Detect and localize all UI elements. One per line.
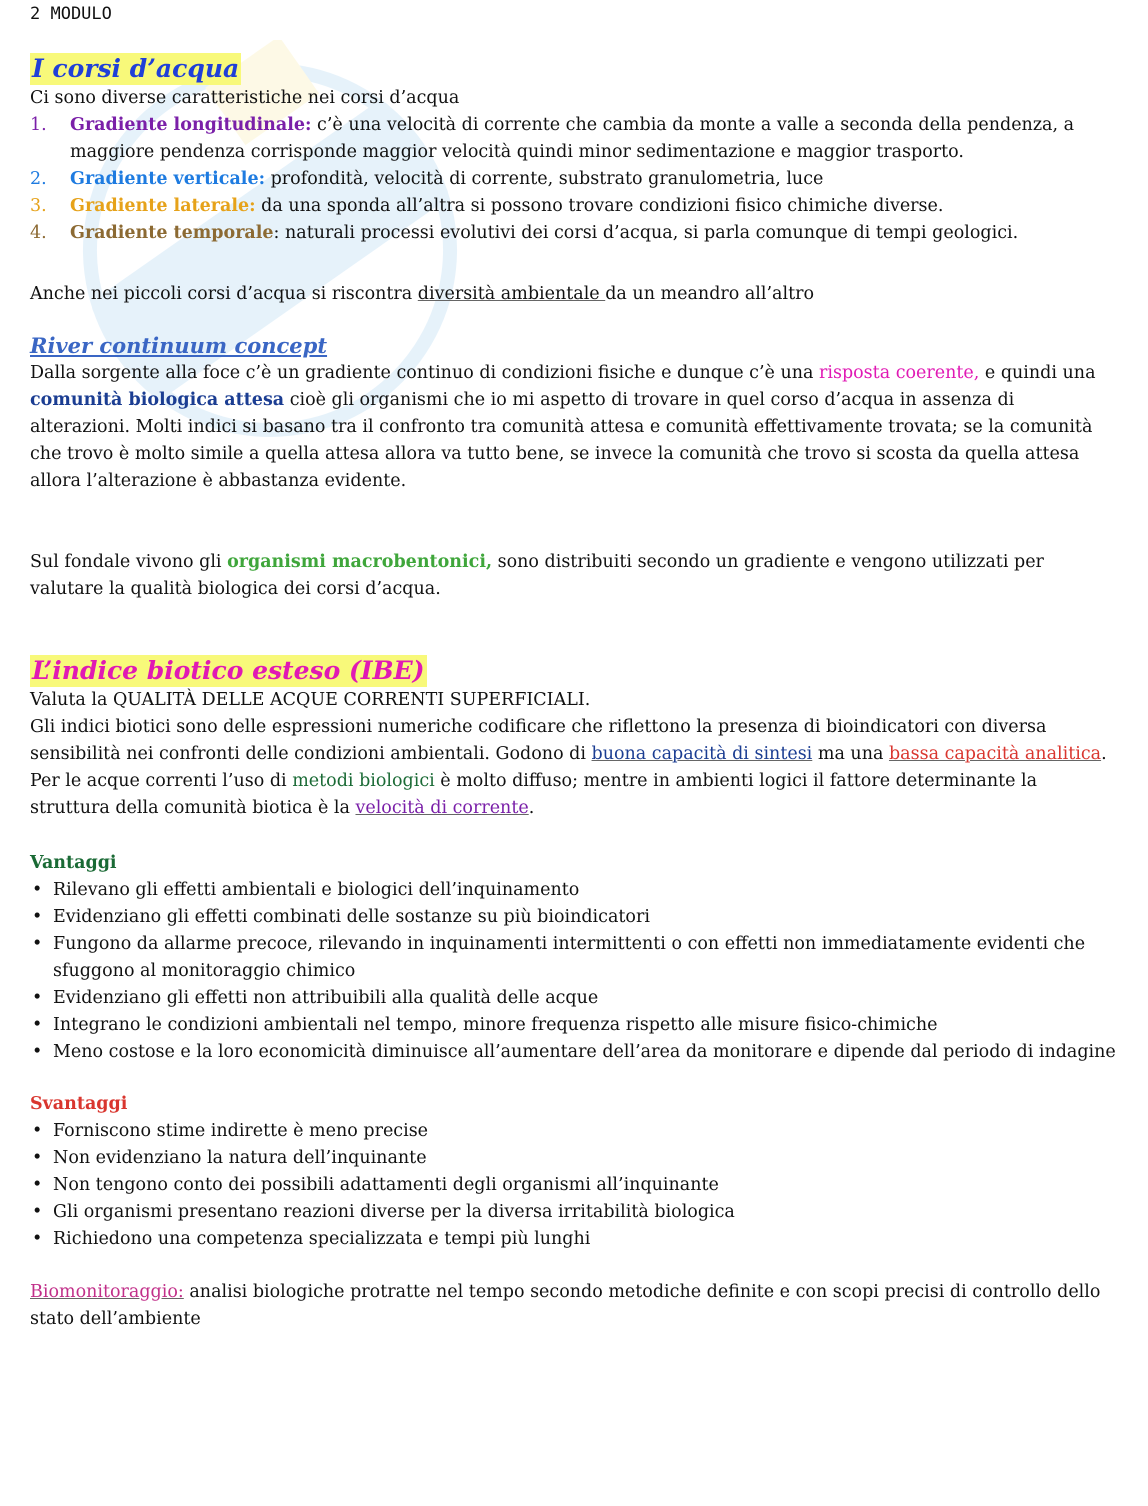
river-title: River continuum concept	[30, 333, 328, 358]
list-item: • Non tengono conto dei possibili adattamenti degli organismi all’inquinante	[30, 1172, 1118, 1199]
list-item: • Integrano le condizioni ambientali nel tempo, minore frequenza rispetto alle misure fisico-chimiche	[30, 1012, 1118, 1039]
list-item: • Meno costose e la loro economicità diminuisce all’aumentare dell’area da monitorare e dipende dal periodo di indagine	[30, 1039, 1118, 1066]
list-item: • Evidenziano gli effetti non attribuibili alla qualità delle acque	[30, 985, 1118, 1012]
list-item: 2. Gradiente verticale: profondità, velocità di corrente, substrato granulometria, luce	[30, 169, 824, 189]
gradient-list	[30, 112, 1118, 247]
diversity-text: Anche nei piccoli corsi d’acqua si riscontra diversità ambientale da un meandro all’altro	[30, 284, 815, 304]
vantaggi-list	[30, 877, 1118, 1066]
section-corsi	[30, 53, 1118, 247]
section-svantaggi	[30, 1091, 1118, 1253]
river-paragraph: Dalla sorgente alla foce c’è un gradiente continuo di condizioni fisiche e dunque c’è una risposta coerente, e quindi una comunità biologica attesa cioè gli organismi che io mi aspetto di trovare in quel corso d’acqua in assenza di alterazioni. Molti indici si basano tra il confronto tra comunità attesa e comunità effettivamente trovata; se la comunità che trovo è molto simile a quella attesa allora va tutto bene, se invece la comunità che trovo si scosta da quella attesa allora l’alterazione è abbastanza evidente.	[30, 363, 1096, 491]
vantaggi-title: Vantaggi	[30, 853, 117, 873]
list-item: 1. Gradiente longitudinale: c’è una velocità di corrente che cambia da monte a valle a seconda della pendenza, a maggiore pendenza corrisponde maggior velocità quindi minor sedimentazione e maggior trasporto.	[30, 115, 1075, 162]
biomonitoraggio-paragraph: Biomonitoraggio: analisi biologiche protratte nel tempo secondo metodiche definite e con scopi precisi di controllo dello stato dell’ambiente	[30, 1282, 1101, 1329]
list-item: • Rilevano gli effetti ambientali e biologici dell’inquinamento	[30, 877, 1118, 904]
intro-text: Ci sono diverse caratteristiche nei corsi d’acqua	[30, 88, 460, 108]
ibe-line1: Valuta la QUALITÀ DELLE ACQUE CORRENTI SUPERFICIALI.	[30, 690, 591, 710]
list-item: • Evidenziano gli effetti combinati delle sostanze su più bioindicatori	[30, 904, 1118, 931]
list-item: • Richiedono una competenza specializzata e tempi più lunghi	[30, 1226, 1118, 1253]
list-item: • Non evidenziano la natura dell’inquinante	[30, 1145, 1118, 1172]
list-item: • Forniscono stime indirette è meno precise	[30, 1118, 1118, 1145]
ibe-title: L’indice biotico esteso (IBE)	[32, 656, 425, 685]
section-title: I corsi d’acqua	[32, 54, 240, 83]
svantaggi-title: Svantaggi	[30, 1094, 128, 1114]
svantaggi-list	[30, 1118, 1118, 1253]
section-river	[30, 332, 1118, 495]
page-header: 2 MODULO	[30, 4, 112, 24]
section-vantaggi	[30, 850, 1118, 1066]
ibe-paragraph: Gli indici biotici sono delle espressioni numeriche codificare che riflettono la presenza di bioindicatori con diversa sensibilità nei confronti delle condizioni ambientali. Godono di buona capacità di sintesi ma una bassa capacità analitica. Per le acque correnti l’uso di metodi biologici è molto diffuso; mentre in ambienti logici il fattore determinante la struttura della comunità biotica è la velocità di corrente.	[30, 717, 1107, 818]
list-item: • Gli organismi presentano reazioni diverse per la diversa irritabilità biologica	[30, 1199, 1118, 1226]
list-item: 3. Gradiente laterale: da una sponda all’altra si possono trovare condizioni fisico chimiche diverse.	[30, 196, 944, 216]
macrobenthos-paragraph: Sul fondale vivono gli organismi macrobentonici, sono distribuiti secondo un gradiente e vengono utilizzati per valutare la qualità biologica dei corsi d’acqua.	[30, 552, 1044, 599]
list-item: 4. Gradiente temporale: naturali processi evolutivi dei corsi d’acqua, si parla comunque di tempi geologici.	[30, 223, 1019, 243]
section-ibe	[30, 655, 1118, 822]
list-item: • Fungono da allarme precoce, rilevando in inquinamenti intermittenti o con effetti non immediatamente evidenti che sfuggono al monitoraggio chimico	[30, 931, 1118, 985]
